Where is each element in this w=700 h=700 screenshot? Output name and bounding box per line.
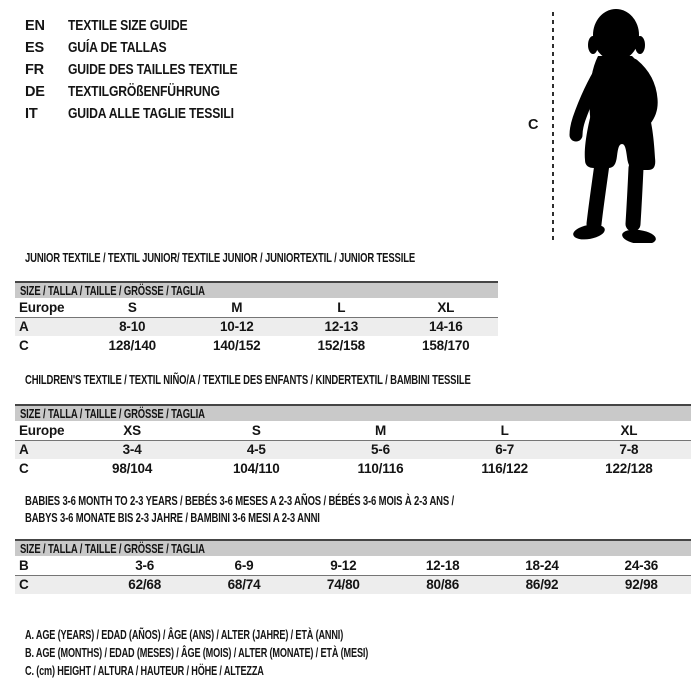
table-row	[15, 440, 691, 459]
table-row	[15, 421, 691, 440]
table-row	[15, 575, 691, 594]
size-value-cell: 122/128	[605, 461, 653, 476]
footnote-text: A. AGE (YEARS) / EDAD (AÑOS) / ÂGE (ANS) / ALTER (JAHRE) / ETÀ (ANNI)	[25, 628, 344, 642]
height-measure-dashed-line	[552, 12, 554, 243]
size-value-cell: L	[500, 422, 509, 438]
size-value-cell: 18-24	[525, 557, 559, 573]
size-value-cell: 128/140	[108, 338, 156, 353]
size-value-cell: 9-12	[330, 557, 357, 573]
row-label-cell: Europe	[19, 299, 65, 315]
table-title	[25, 492, 700, 526]
language-code: ES	[25, 40, 44, 56]
footnote-line	[25, 646, 495, 664]
size-value-cell: 80/86	[393, 575, 492, 594]
childrens-textile-section	[0, 371, 700, 478]
size-value-cell: 12-13	[289, 317, 394, 336]
table-title-line	[25, 509, 700, 526]
language-code: IT	[25, 106, 38, 122]
size-value-cell: 14-16	[394, 317, 499, 336]
row-label-cell: B	[19, 557, 29, 573]
size-value-cell: 92/98	[592, 575, 691, 594]
size-value-cell: 68/74	[194, 575, 293, 594]
size-value-cell: S	[251, 422, 261, 438]
size-value-cell: M	[231, 299, 243, 315]
table-title-text: BABIES 3-6 MONTH TO 2-3 YEARS / BEBÉS 3-6 MESES A 2-3 AÑOS / BÉBÉS 3-6 MOIS À 2-3 ANS /	[25, 493, 455, 508]
language-code: DE	[25, 84, 45, 100]
size-value-cell: 6-9	[234, 557, 254, 573]
size-value-cell: XL	[437, 299, 455, 315]
table-row	[15, 459, 691, 478]
table-title-text: BABYS 3-6 MONATE BIS 2-3 JAHRE / BAMBINI 3-6 MESI A 2-3 ANNI	[25, 510, 320, 525]
table-row	[15, 317, 498, 336]
footnote-text: C. (cm) HEIGHT / ALTURA / HAUTEUR / HÖHE / ALTEZZA	[25, 664, 264, 678]
row-label-cell: C	[19, 338, 29, 353]
size-value-cell: 7-8	[567, 440, 691, 459]
table-header-text: SIZE / TALLA / TAILLE / GRÖSSE / TAGLIA	[20, 283, 205, 298]
language-code: FR	[25, 62, 44, 78]
size-value-cell: 24-36	[624, 557, 659, 573]
size-value-cell: M	[374, 422, 386, 438]
size-value-cell: 12-18	[425, 557, 460, 573]
size-value-cell: 152/158	[317, 338, 365, 353]
table-header-row	[15, 282, 498, 298]
size-table	[15, 404, 691, 478]
size-value-cell: 5-6	[318, 440, 442, 459]
size-value-cell: 98/104	[112, 461, 153, 476]
size-value-cell: 116/122	[481, 461, 528, 476]
size-value-cell: 8-10	[80, 317, 185, 336]
table-row	[15, 556, 691, 575]
table-title-line	[25, 371, 700, 388]
footnotes	[25, 628, 495, 682]
table-header-row	[15, 405, 691, 421]
language-title-text: TEXTILGRÖßENFÜHRUNG	[68, 84, 220, 100]
language-title-text: GUÍA DE TALLAS	[68, 40, 167, 56]
size-value-cell: 110/116	[357, 461, 404, 476]
table-header-cell	[15, 282, 498, 298]
toddler-figure	[0, 0, 700, 250]
size-value-cell: 6-7	[443, 440, 567, 459]
size-value-cell: 104/110	[232, 461, 280, 476]
size-value-cell: XS	[123, 422, 141, 438]
table-row	[15, 298, 498, 317]
height-measure-label: C	[528, 117, 539, 133]
size-value-cell: 140/152	[213, 338, 261, 353]
size-table	[15, 539, 691, 594]
row-label-cell: A	[15, 317, 80, 336]
footnote-text: B. AGE (MONTHS) / EDAD (MESES) / ÂGE (MOIS) / ALTER (MONATE) / ETÀ (MESI)	[25, 646, 369, 660]
table-title-text: CHILDREN'S TEXTILE / TEXTIL NIÑO/A / TEXTILE DES ENFANTS / KINDERTEXTIL / BAMBINI TESSILE	[25, 372, 471, 387]
toddler-silhouette-icon	[562, 8, 662, 243]
size-value-cell: 62/68	[95, 575, 194, 594]
table-title	[25, 249, 700, 266]
table-header-text: SIZE / TALLA / TAILLE / GRÖSSE / TAGLIA	[20, 541, 205, 556]
table-header-row	[15, 540, 691, 556]
table-title-line	[25, 249, 700, 266]
language-title-text: TEXTILE SIZE GUIDE	[68, 18, 188, 34]
size-value-cell: 3-4	[70, 440, 194, 459]
table-header-text: SIZE / TALLA / TAILLE / GRÖSSE / TAGLIA	[20, 406, 205, 421]
footnote-line	[25, 664, 495, 682]
table-title-line	[25, 492, 700, 509]
size-value-cell: 4-5	[194, 440, 318, 459]
table-title	[25, 371, 700, 388]
size-value-cell: 3-6	[135, 557, 155, 573]
size-table	[15, 281, 498, 355]
language-title-text: GUIDE DES TAILLES TEXTILE	[68, 62, 238, 78]
row-label-cell: C	[15, 575, 95, 594]
babies-textile-section	[0, 492, 700, 594]
row-label-cell: A	[15, 440, 70, 459]
size-value-cell: L	[337, 299, 346, 315]
size-value-cell: 10-12	[185, 317, 290, 336]
row-label-cell: C	[19, 461, 29, 476]
size-value-cell: 74/80	[294, 575, 393, 594]
size-value-cell: 158/170	[422, 338, 470, 353]
size-value-cell: S	[127, 299, 137, 315]
junior-textile-section	[0, 249, 700, 355]
table-header-cell	[15, 540, 691, 556]
size-value-cell: XL	[620, 422, 638, 438]
footnote-line	[25, 628, 495, 646]
table-header-cell	[15, 405, 691, 421]
table-row	[15, 336, 498, 355]
row-label-cell: Europe	[19, 422, 65, 438]
size-value-cell: 86/92	[492, 575, 591, 594]
table-title-text: JUNIOR TEXTILE / TEXTIL JUNIOR/ TEXTILE JUNIOR / JUNIORTEXTIL / JUNIOR TESSILE	[25, 250, 416, 265]
language-code: EN	[25, 18, 45, 34]
language-title-text: GUIDA ALLE TAGLIE TESSILI	[68, 106, 234, 122]
